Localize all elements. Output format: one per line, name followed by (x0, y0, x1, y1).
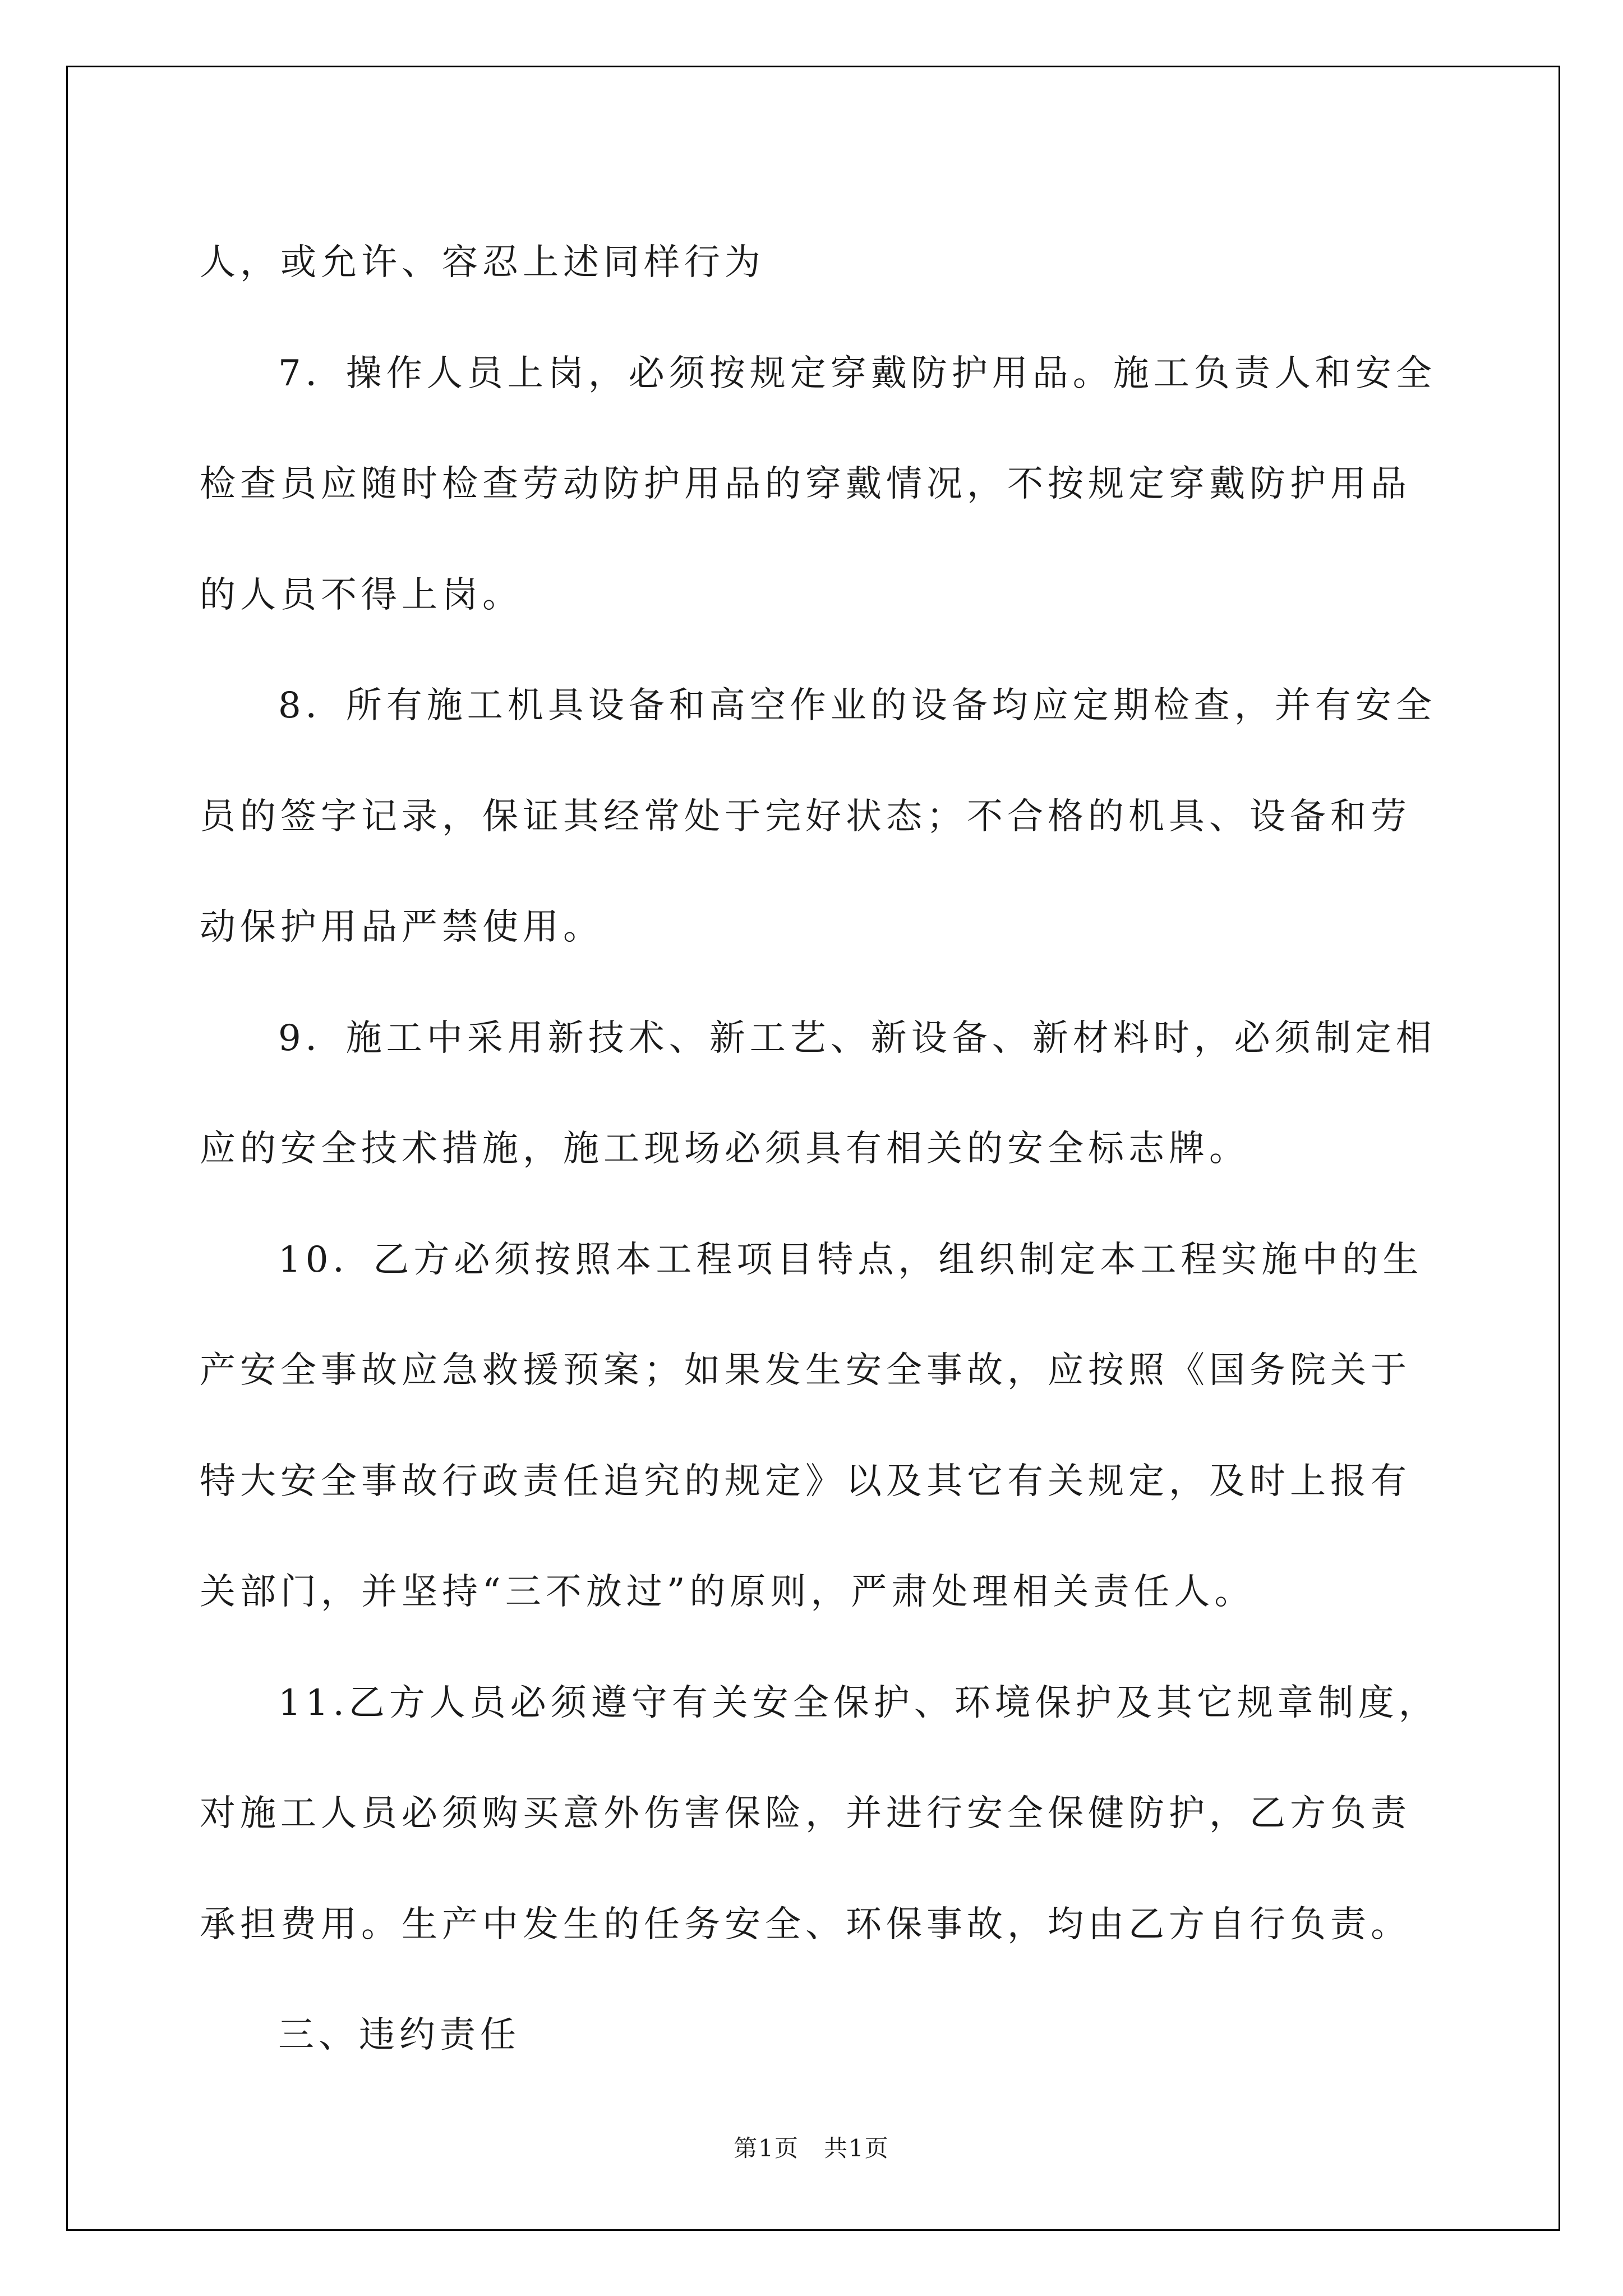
paragraph-line: 产安全事故应急救援预案；如果发生安全事故，应按照《国务院关于 (200, 1350, 1411, 1391)
paragraph-line: 动保护用品严禁使用。 (200, 907, 603, 948)
paragraph-line: 对施工人员必须购买意外伤害保险，并进行安全保健防护，乙方负责 (200, 1793, 1411, 1834)
paragraph-line: 9．施工中采用新技术、新工艺、新设备、新材料时，必须制定相 (278, 1017, 1436, 1059)
page-number: 第1页 (734, 2134, 799, 2162)
paragraph-line: 特大安全事故行政责任追究的规定》以及其它有关规定，及时上报有 (200, 1460, 1411, 1502)
paragraph-line: 的人员不得上岗。 (200, 574, 523, 616)
paragraph-line: 人，或允许、容忍上述同样行为 (200, 242, 765, 283)
section-heading: 三、违约责任 (278, 2014, 520, 2056)
paragraph-line: 承担费用。生产中发生的任务安全、环保事故，均由乙方自行负责。 (200, 1903, 1411, 1945)
paragraph-line: 7．操作人员上岗，必须按规定穿戴防护用品。施工负责人和安全 (278, 352, 1436, 394)
paragraph-line: 关部门，并坚持“三不放过”的原则，严肃处理相关责任人。 (200, 1571, 1255, 1613)
paragraph-line: 检查员应随时检查劳动防护用品的穿戴情况，不按规定穿戴防护用品 (200, 463, 1411, 505)
paragraph-line: 应的安全技术措施，施工现场必须具有相关的安全标志牌。 (200, 1128, 1249, 1170)
paragraph-line: 员的签字记录，保证其经常处于完好状态；不合格的机具、设备和劳 (200, 795, 1411, 838)
paragraph-line: 10．乙方必须按照本工程项目特点，组织制定本工程实施中的生 (278, 1239, 1423, 1281)
page-footer (0, 2132, 1623, 2165)
document-body (200, 208, 1439, 2091)
paragraph-line: 8．所有施工机具设备和高空作业的设备均应定期检查，并有安全 (278, 685, 1436, 726)
paragraph-line: 11.乙方人员必须遵守有关安全保护、环境保护及其它规章制度， (278, 1682, 1439, 1724)
page-total: 共1页 (824, 2134, 889, 2162)
